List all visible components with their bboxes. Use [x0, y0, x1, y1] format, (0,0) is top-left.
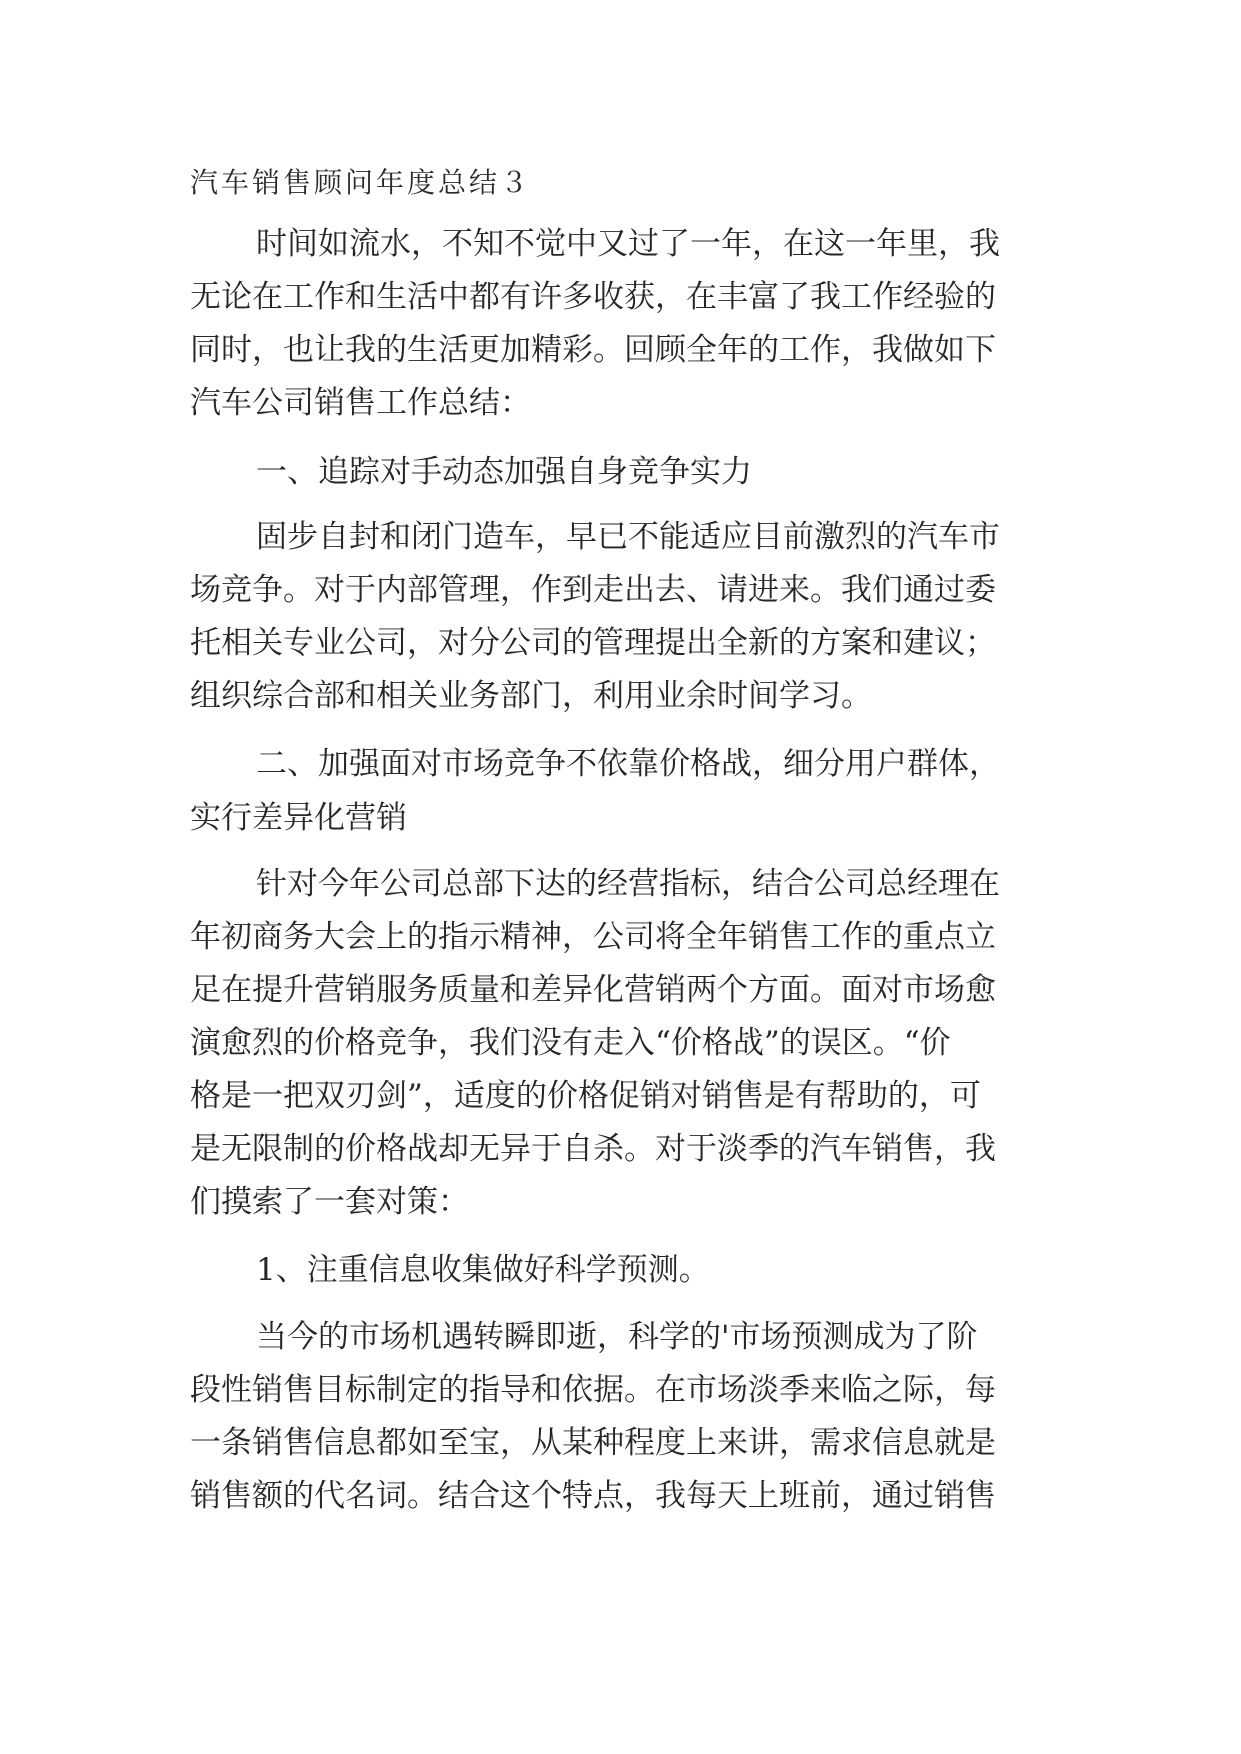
paragraph-line: 场竞争。对于内部管理，作到走出去、请进来。我们通过委 — [190, 572, 996, 608]
paragraph-line: 托相关专业公司，对分公司的管理提出全新的方案和建议； — [190, 625, 996, 661]
paragraph-line: 针对今年公司总部下达的经营指标，结合公司总经理在 — [256, 866, 1000, 902]
paragraph-line: 足在提升营销服务质量和差异化营销两个方面。面对市场愈 — [190, 972, 996, 1008]
paragraph-line: 固步自封和闭门造车，早已不能适应目前激烈的汽车市 — [256, 519, 1000, 555]
paragraph-line: 一条销售信息都如至宝，从某种程度上来讲，需求信息就是 — [190, 1425, 996, 1461]
paragraph-line: 们摸索了一套对策： — [190, 1184, 469, 1220]
section-heading: 1、注重信息收集做好科学预测。 — [256, 1252, 710, 1288]
paragraph-line: 同时，也让我的生活更加精彩。回顾全年的工作，我做如下 — [190, 332, 996, 368]
paragraph-line: 是无限制的价格战却无异于自杀。对于淡季的汽车销售，我 — [190, 1131, 996, 1167]
paragraph-line: 时间如流水，不知不觉中又过了一年，在这一年里，我 — [256, 226, 1000, 262]
paragraph-line: 段性销售目标制定的指导和依据。在市场淡季来临之际，每 — [190, 1372, 996, 1408]
paragraph-line: 当今的市场机遇转瞬即逝，科学的'市场预测成为了阶 — [256, 1319, 978, 1355]
section-heading: 实行差异化营销 — [190, 800, 407, 836]
paragraph-line: 无论在工作和生活中都有许多收获，在丰富了我工作经验的 — [190, 279, 996, 315]
document-title: 汽车销售顾问年度总结３ — [190, 166, 532, 199]
paragraph-line: 销售额的代名词。结合这个特点，我每天上班前，通过销售 — [190, 1478, 996, 1514]
paragraph-line: 演愈烈的价格竞争，我们没有走入“价格战”的误区。“价 — [190, 1025, 951, 1061]
section-heading: 一、追踪对手动态加强自身竞争实力 — [256, 454, 752, 490]
paragraph-line: 年初商务大会上的指示精神，公司将全年销售工作的重点立 — [190, 919, 996, 955]
paragraph-line: 汽车公司销售工作总结： — [190, 385, 531, 421]
section-heading: 二、加强面对市场竞争不依靠价格战，细分用户群体， — [256, 746, 1000, 782]
paragraph-line: 格是一把双刃剑”，适度的价格促销对销售是有帮助的，可 — [190, 1078, 981, 1114]
paragraph-line: 组织综合部和相关业务部门，利用业余时间学习。 — [190, 678, 872, 714]
